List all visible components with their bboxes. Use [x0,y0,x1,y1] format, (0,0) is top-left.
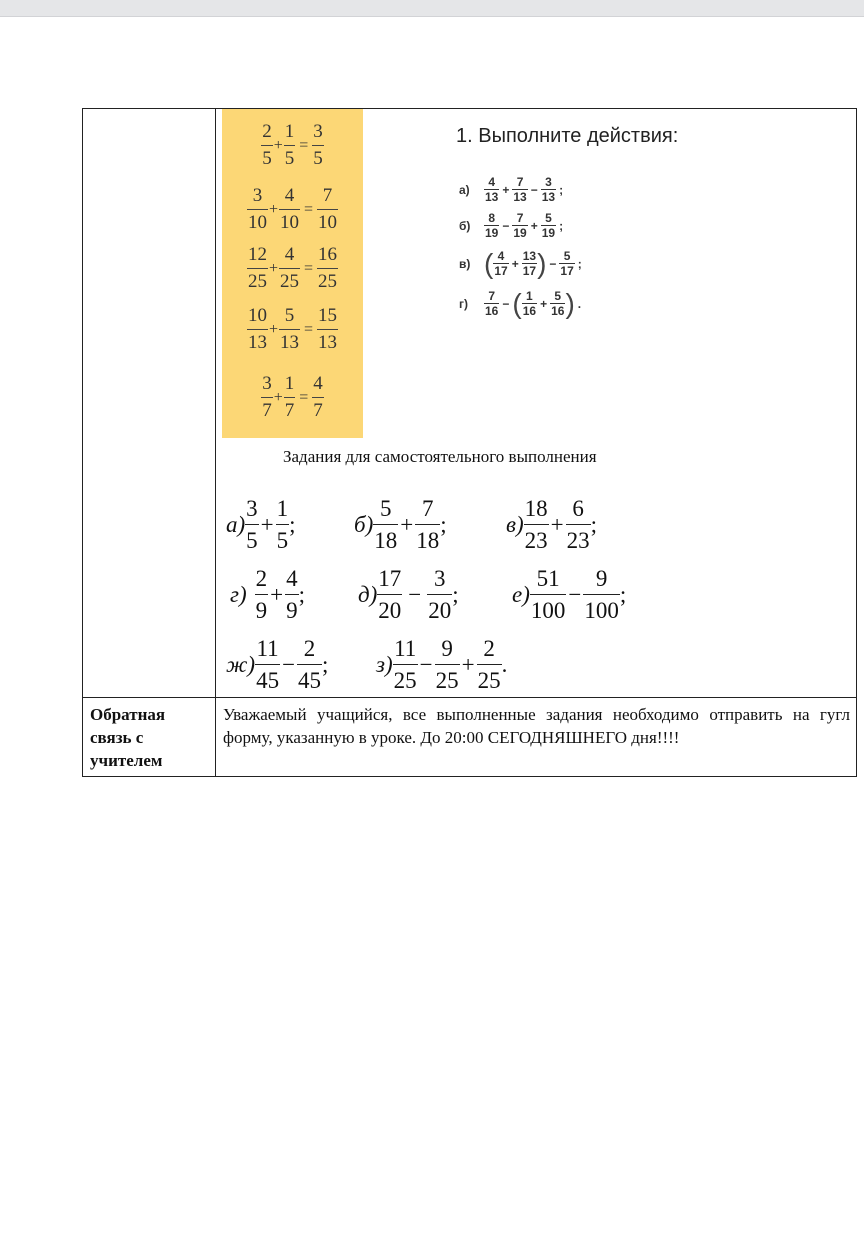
fraction: $\frac{3}{13}$ [541,175,556,204]
operator: + [400,511,414,537]
task-label: ж) [226,651,256,677]
operator: − [419,651,433,677]
fraction: $\frac{16}{25}$ [318,244,338,292]
lesson-table [82,108,857,777]
punctuation: ; [289,511,296,537]
fraction: $\frac{2}{5}$ [262,121,272,169]
operator: − [502,296,510,311]
task-g [230,563,305,626]
punctuation: ; [619,581,627,607]
operator: − [530,182,538,197]
punctuation: . [501,651,508,677]
example-equation [222,183,363,236]
fraction: $\frac{5}{17}$ [560,249,574,278]
equals-sign: = [304,320,314,338]
example-equation [222,242,363,295]
fraction: $\frac{4}{10}$ [280,185,299,233]
equals-sign: = [299,388,309,406]
exercise-title: 1. Выполните действия: [456,125,679,147]
fraction: $\frac{3}{5}$ [313,121,323,169]
operator: − [282,651,296,677]
fraction: $\frac{5}{13}$ [280,305,299,353]
task-b [354,493,447,556]
left-paren: ( [484,247,494,279]
punctuation: ; [577,256,582,271]
fraction: $\frac{1}{7}$ [284,373,295,421]
operator: − [549,256,557,271]
item-label: а) [459,182,470,197]
feedback-label: Обратная связь с учителем [90,705,166,770]
exercise-item-a [459,175,566,204]
fraction: $\frac{9}{100}$ [583,563,620,626]
fraction: $\frac{5}{18}$ [373,493,398,556]
fraction: $\frac{7}{18}$ [415,493,440,556]
punctuation: . [577,296,582,311]
content-row [83,109,857,698]
browser-top-bar [0,0,864,17]
fraction: $\frac{51}{100}$ [530,563,567,626]
operator: − [568,581,582,607]
fraction: $\frac{7}{10}$ [318,185,338,233]
equals-sign: = [304,200,314,218]
fraction: $\frac{13}{17}$ [522,249,537,278]
punctuation: ; [440,511,447,537]
operator: + [511,256,519,271]
task-d [358,563,459,626]
punctuation: ; [452,581,459,607]
task-label: з) [376,651,393,677]
fraction: $\frac{15}{13}$ [318,305,338,353]
operator: + [461,651,475,677]
punctuation: ; [559,182,564,197]
fraction: $\frac{1}{5}$ [276,493,290,556]
example-equation [222,119,363,172]
fraction: $\frac{1}{16}$ [522,289,537,318]
punctuation: ; [559,218,564,233]
punctuation: ; [322,651,329,677]
task-label: б) [354,511,374,537]
example-equation [222,303,363,356]
task-e [512,563,626,626]
fraction: $\frac{3}{5}$ [245,493,259,556]
equals-sign: = [299,136,309,154]
yellow-examples-panel [222,109,363,438]
feedback-text-cell [216,698,857,777]
task-label: е) [512,581,530,607]
right-paren: ) [537,247,547,279]
right-paren: ) [565,287,575,319]
feedback-text: Уважаемый учащийся, все выполненные задания необходимо отправить на гугл форму, указанную в уроке. До 20:00 СЕГОДНЯШНЕГО дня!!!! [223,705,850,747]
fraction: $\frac{10}{13}$ [247,305,267,353]
fraction: $\frac{4}{17}$ [494,249,508,278]
task-z [376,633,507,696]
fraction: $\frac{2}{25}$ [477,633,502,696]
operator: + [530,218,538,233]
fraction: $\frac{7}{16}$ [485,289,499,318]
operator: + [260,511,274,537]
operator: + [273,136,283,154]
fraction: $\frac{18}{23}$ [524,493,549,556]
independent-work-title: Задания для самостоятельного выполнения [283,447,597,466]
operator: + [550,511,564,537]
fraction: $\frac{8}{19}$ [485,211,499,240]
operator: + [540,296,548,311]
fraction: $\frac{6}{23}$ [566,493,591,556]
operator: − [502,218,510,233]
left-paren: ( [512,287,522,319]
fraction: $\frac{11}{45}$ [255,633,280,696]
fraction: $\frac{2}{45}$ [297,633,322,696]
fraction: $\frac{4}{7}$ [313,373,323,421]
exercise-item-b [459,211,566,240]
fraction: $\frac{3}{10}$ [247,185,267,233]
equals-sign: = [304,259,314,277]
item-label: в) [459,256,471,271]
fraction: $\frac{12}{25}$ [247,244,267,292]
content-cell [216,109,857,698]
punctuation: ; [590,511,598,537]
operator: + [268,320,278,338]
punctuation: ; [298,581,306,607]
fraction: $\frac{4}{25}$ [280,244,299,292]
example-equation [222,371,363,424]
task-label: д) [358,581,378,607]
exercise-item-v [459,249,585,278]
task-label: в) [506,511,524,537]
fraction: $\frac{1}{5}$ [284,121,295,169]
operator: + [268,200,278,218]
task-a [226,493,296,556]
fraction: $\frac{9}{25}$ [435,633,460,696]
empty-left-cell [83,109,216,698]
fraction: $\frac{4}{9}$ [285,563,299,626]
fraction: $\frac{7}{13}$ [513,175,527,204]
item-label: г) [459,296,468,311]
task-zh [226,633,328,696]
operator: + [502,182,510,197]
task-v [506,493,597,556]
operator: + [273,388,283,406]
fraction: $\frac{2}{9}$ [255,563,269,626]
item-label: б) [459,218,471,233]
fraction: $\frac{17}{20}$ [377,563,402,626]
exercise-item-g [459,289,584,318]
task-label: а) [226,511,246,537]
operator: + [268,259,278,277]
operator: − [408,581,422,607]
fraction: $\frac{4}{13}$ [485,175,499,204]
feedback-label-cell [83,698,216,777]
fraction: $\frac{5}{19}$ [541,211,556,240]
fraction: $\frac{7}{19}$ [513,211,527,240]
fraction: $\frac{11}{25}$ [393,633,418,696]
fraction: $\frac{3}{7}$ [262,373,272,421]
fraction: $\frac{3}{20}$ [427,563,452,626]
fraction: $\frac{5}{16}$ [551,289,565,318]
task-label: г) [230,581,247,607]
operator: + [270,581,284,607]
feedback-row [83,698,857,777]
